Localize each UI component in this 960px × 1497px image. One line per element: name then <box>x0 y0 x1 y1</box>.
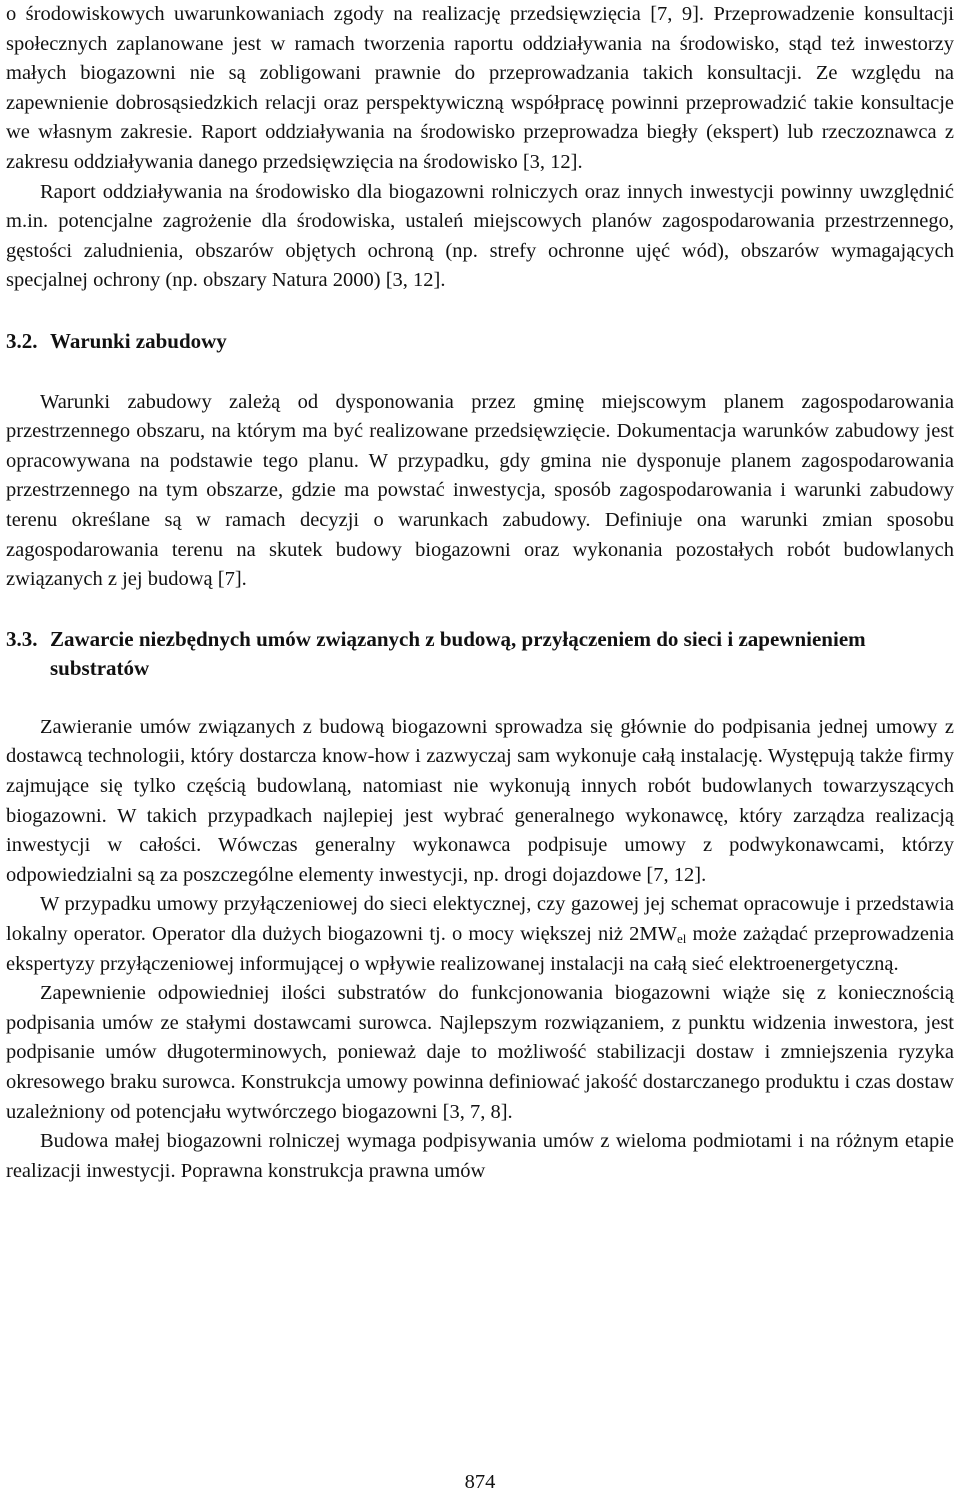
paragraph-intro-1: o środowiskowych uwarunkowaniach zgody na realizację przedsięwzięcia [7, 9]. Przeprowadzenie konsultacji społecznych zaplanowane jest w ramach tworzenia raportu oddziaływania na środowisko, stąd też inwestorzy małych biogazowni nie są zobligowani prawnie do przeprowadzania takich konsultacji. Ze względu na zapewnienie dobrosąsiedzkich relacji oraz perspektywiczną współpracę powinni przeprowadzić takie konsultacje we własnym zakresie. Raport oddziaływania na środowisko przeprowadza biegły (ekspert) lub rzeczoznawca z zakresu oddziaływania danego przedsięwzięcia na środowisko [3, 12]. <box>6 3 954 173</box>
page-number: 874 <box>464 1471 496 1493</box>
section-heading-3-2 <box>6 327 954 357</box>
section-title: Zawarcie niezbędnych umów związanych z budową, przyłączeniem do sieci i zapewnieniem substratów <box>50 626 866 681</box>
paragraph-3-3-2 <box>6 890 954 979</box>
paragraph-3-3-3: Zapewnienie odpowiedniej ilości substratów do funkcjonowania biogazowni wiąże się z koniecznością podpisania umów ze stałymi dostawcami surowca. Najlepszym rozwiązaniem, z punktu widzenia inwestora, jest podpisanie umów długoterminowych, ponieważ daje to możliwość stabilizacji dostaw i zmniejszenia ryzyka okresowego braku surowca. Konstrukcja umowy powinna definiować jakość dostarczanego produktu i czas dostaw uzależniony od potencjału wytwórczego biogazowni [3, 7, 8]. <box>6 982 954 1123</box>
spacer <box>6 684 954 713</box>
section-number: 3.3. <box>6 626 38 651</box>
subscript-el: el <box>676 931 687 947</box>
spacer <box>6 296 954 327</box>
paragraph-intro-2: Raport oddziaływania na środowisko dla biogazowni rolniczych oraz innych inwestycji powinny uwzględnić m.in. potencjalne zagrożenie dla środowiska, ustaleń miejscowych planów zagospodarowania przestrzennego, gęstości zaludnienia, obszarów objętych ochroną (np. strefy ochronne ujęć wód), obszarów wymagających specjalnej ochrony (np. obszary Natura 2000) [3, 12]. <box>6 180 954 292</box>
paragraph-text: W przypadku umowy przyłączeniowej do sieci elektycznej, czy gazowej jej schemat opracowuje i przedstawia lokalny operator. Operator dla dużych biogazowni tj. o mocy większej niż 2MW <box>6 893 954 946</box>
document-page <box>6 0 954 1186</box>
spacer <box>6 357 954 388</box>
section-heading-3-3 <box>6 625 954 684</box>
paragraph-3-2-1: Warunki zabudowy zależą od dysponowania przez gminę miejscowym planem zagospodarowania przestrzennego obszaru, na którym ma być realizowane przedsięwzięcie. Dokumentacja warunków zabudowy jest opracowywana na podstawie tego planu. W przypadku, gdy gmina nie dysponuje planem zagospodarowania przestrzennego na tym obszarze, gdzie ma powstać inwestycja, sposób zagospodarowania i warunki zabudowy terenu określane są w ramach decyzji o warunkach zabudowy. Definiuje ona warunki zmian sposobu zagospodarowania terenu na skutek budowy biogazowni oraz wykonania pozostałych robót budowlanych związanych z jej budową [7]. <box>6 390 954 591</box>
paragraph-3-3-4: Budowa małej biogazowni rolniczej wymaga podpisywania umów z wieloma podmiotami i na różnym etapie realizacji inwestycji. Poprawna konstrukcja prawna umów <box>6 1130 954 1182</box>
spacer <box>6 595 954 625</box>
section-number: 3.2. <box>6 328 38 353</box>
paragraph-text: może zażądać przeprowadzenia ekspertyzy przyłączeniowej informującej o wpływie realizowanej instalacji na całą sieć elektroenergetyczną. <box>6 923 954 975</box>
paragraph-3-3-1: Zawieranie umów związanych z budową biogazowni sprowadza się głównie do podpisania jednej umowy z dostawcą technologii, który dostarcza know-how i zazwyczaj sam wykonuje całą instalację. Występują także firmy zajmujące się tylko częścią budowlaną, natomiast nie wykonują innych robót budowlanych towarzyszących biogazowni. W takich przypadkach najlepiej jest wybrać generalnego wykonawcę, który zarządza realizacją inwestycji w całości. Wówczas generalny wykonawca podpisuje umowy z podwykonawcami, którzy odpowiedzialni są za poszczególne elementy inwestycji, np. drogi dojazdowe [7, 12]. <box>6 715 954 886</box>
section-title: Warunki zabudowy <box>50 328 227 353</box>
